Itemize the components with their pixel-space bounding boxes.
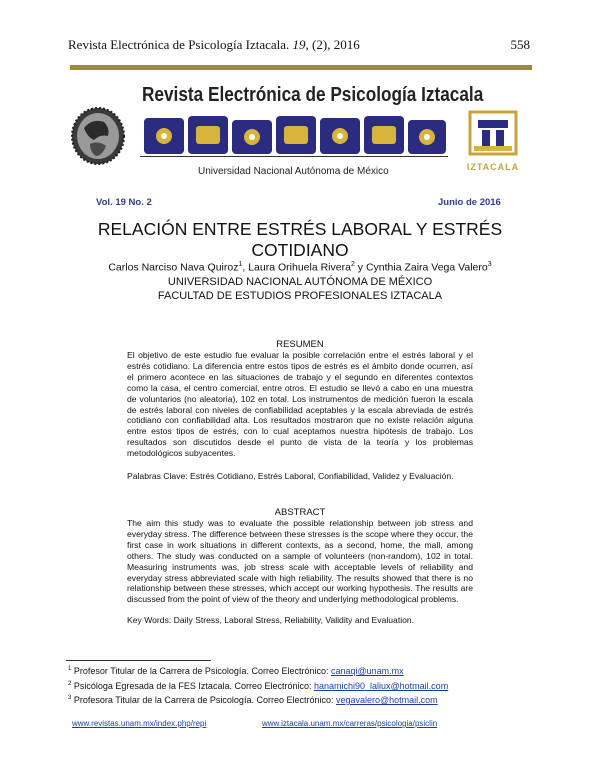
journal-masthead xyxy=(66,62,534,190)
footnote-text: Psicóloga Egresada de la FES Iztacala. Correo Electrónico: xyxy=(73,681,314,691)
affiliation-faculty: FACULTAD DE ESTUDIOS PROFESIONALES IZTACALA xyxy=(157,290,443,302)
author-separator: , xyxy=(242,261,249,274)
running-header-volume: 19 xyxy=(292,37,306,52)
author-separator: y xyxy=(354,261,366,274)
footnote-mark: 3 xyxy=(68,695,72,701)
abstract-body: The aim this study was to evaluate the possible relationship between job stress and everyday stress. The difference between these stresses is the scope where they occur, the first case in work situations in different contexts, as a second, home, the mall, among others. The study was conducted on a sample of volunteers (non-random), 102 in total. Measuring instruments was, job stress scale with acceptable levels of reliability and everyday stress abbreviated scale with high reliability. The results showed that there is no relationship between these stresses, which accept our working hypothesis. The results are discussed from the point of view of the theory and underlying methodological problems. xyxy=(127,518,473,605)
footnote-text: Profesora Titular de la Carrera de Psicología. Correo Electrónico: xyxy=(73,695,336,705)
key-words: Key Words: Daily Stress, Laboral Stress, Reliability, Validity and Evaluation. xyxy=(127,615,415,625)
footnote-email-link[interactable]: vegavalero@hotmail.com xyxy=(335,695,438,705)
footnote-mark: 1 xyxy=(68,666,72,672)
author-list xyxy=(70,261,530,274)
running-header-journal: Revista Electrónica de Psicología Iztacala. xyxy=(68,37,290,52)
decorative-band xyxy=(140,112,448,158)
footnote-rule xyxy=(66,660,211,661)
author-name: Laura Orihuela Rivera xyxy=(248,261,351,274)
resumen-heading: RESUMEN xyxy=(276,339,324,350)
footnote-text: Profesor Titular de la Carrera de Psicología. Correo Electrónico: xyxy=(73,666,331,676)
author-footnote-mark: 3 xyxy=(487,261,492,268)
iztacala-logo-text: IZTACALA xyxy=(466,162,520,172)
author-footnote-mark: 2 xyxy=(350,261,355,268)
footnote-email-link[interactable]: hanamichi90_laliux@hotmail.com xyxy=(313,681,449,691)
article-title: RELACIÓN ENTRE ESTRÉS LABORAL Y ESTRÉS COTIDIANO xyxy=(97,219,503,260)
author-footnote-mark: 1 xyxy=(238,261,243,268)
footnote xyxy=(68,681,448,691)
resumen-body: El objetivo de este estudio fue evaluar la posible correlación entre el estrés laboral y el estrés cotidiano. La diferencia entre estos tipos de estrés es el ámbito donde ocurren, así el primero acontece en las situaciones de trabajo y el segundo en diferentes contextos como la casa, el centro comercial, entre otros. El estudio se llevó a cabo en una muestra de voluntarios (no aleatoria), 102 en total. Los instrumentos de medición fueron la escala de estrés laboral con niveles de confiabilidad aceptables y la escala abreviada de estrés cotidiano con confiabilidad alta. Los resultados mostraron que no existe relación alguna entre estos tipos de estrés, con lo cual aceptamos nuestra hipótesis de trabajo. Los resultados son discutidos desde el punto de vista de la teoría y los problemas metodológicos subyacentes. xyxy=(127,350,473,459)
issue-date: Junio de 2016 xyxy=(438,197,501,208)
unam-seal-icon xyxy=(70,106,126,166)
running-header xyxy=(68,37,360,53)
footnote xyxy=(68,695,438,705)
journal-title: Revista Electrónica de Psicología Iztacala xyxy=(142,84,484,106)
footnote xyxy=(68,666,404,676)
masthead-top-rule xyxy=(70,65,532,70)
footer-link-revistas[interactable]: www.revistas.unam.mx/index.php/repi xyxy=(72,719,207,728)
masthead-divider xyxy=(140,156,448,157)
running-header-issue: , (2), 2016 xyxy=(305,37,360,52)
iztacala-logo-icon xyxy=(460,108,526,178)
issue-volume: Vol. 19 No. 2 xyxy=(96,197,152,208)
author-name: Cynthia Zaira Vega Valero xyxy=(365,261,488,274)
abstract-heading: ABSTRACT xyxy=(274,507,326,518)
affiliation-university: UNIVERSIDAD NACIONAL AUTÓNOMA DE MÉXICO xyxy=(167,276,433,288)
page-number: 558 xyxy=(510,37,530,52)
palabras-clave: Palabras Clave: Estrés Cotidiano, Estrés Laboral, Confiabilidad, Validez y Evaluación. xyxy=(127,471,454,481)
university-name: Universidad Nacional Autónoma de México xyxy=(198,166,389,177)
author-name: Carlos Narciso Nava Quiroz xyxy=(108,261,239,274)
footnote-mark: 2 xyxy=(68,681,72,687)
footnote-email-link[interactable]: canaqi@unam.mx xyxy=(330,666,404,676)
footer-link-iztacala[interactable]: www.iztacala.unam.mx/carreras/psicologia/psiclin xyxy=(262,719,438,728)
